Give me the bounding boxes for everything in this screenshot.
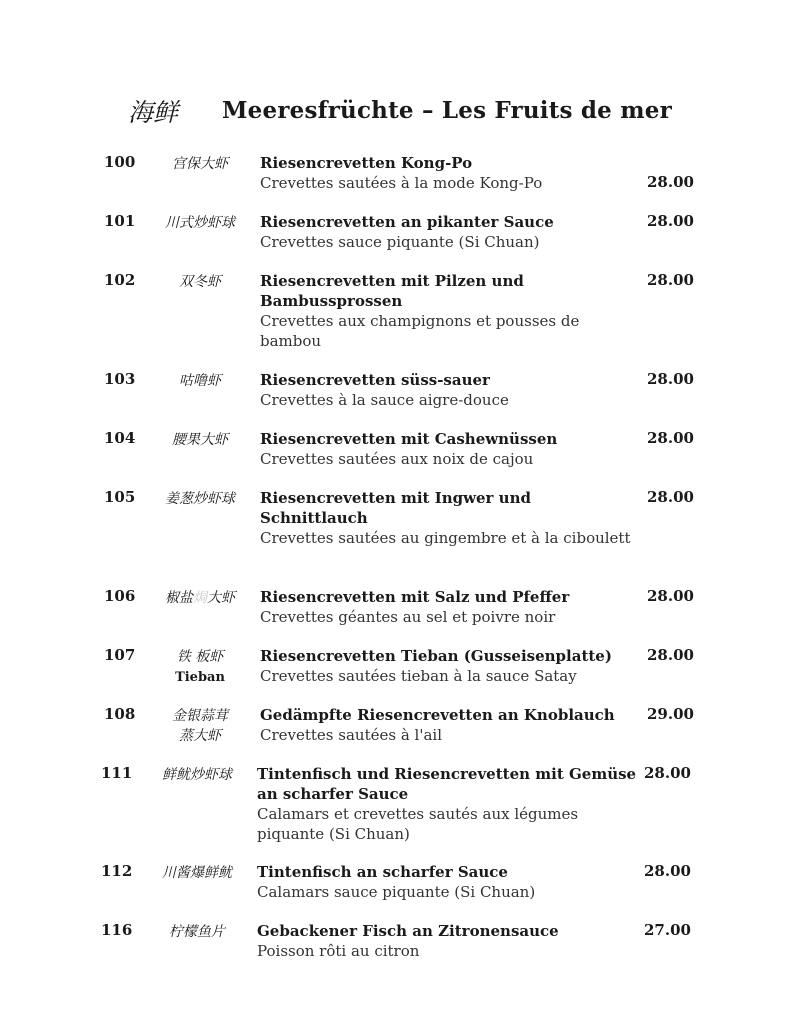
item-german: Riesencrevetten süss-sauer [260,371,490,389]
page-title: Meeresfrüchte – Les Fruits de mer [222,97,672,124]
item-french: Crevettes à la sauce aigre-douce [260,391,509,409]
item-number: 100 [104,153,136,171]
item-chinese-part: 大虾 [207,590,235,606]
item-chinese-part: 椒盐 [165,590,193,606]
item-price: 28.00 [647,488,694,506]
item-german: Gebackener Fisch an Zitronensauce [257,922,559,940]
item-chinese-name: 双冬虾 [179,274,221,290]
item-description [260,271,640,351]
item-price: 28.00 [647,173,694,191]
item-description [257,764,637,844]
item-number: 107 [104,646,136,664]
item-chinese-name: 柠檬鱼片 [169,924,225,940]
item-number: 112 [101,862,133,880]
item-german: Gedämpfte Riesencrevetten an Knoblauch [260,706,615,724]
item-french: Crevettes géantes au sel et poivre noir [260,608,556,626]
item-french: Calamars sauce piquante (Si Chuan) [257,883,536,901]
item-german: Tintenfisch an scharfer Sauce [257,863,508,881]
item-chinese-name: 腰果大虾 [172,432,228,448]
item-chinese-name: 姜葱炒虾球 [165,491,235,507]
item-french: Crevettes sautées à la mode Kong-Po [260,174,543,192]
item-french: Crevettes sautées tieban à la sauce Satay [260,667,577,685]
item-chinese-name: 宫保大虾 [172,156,228,172]
item-chinese-line: 蒸大虾 [179,728,221,744]
item-number: 105 [104,488,136,506]
item-description [257,921,637,961]
item-german: Riesencrevetten an pikanter Sauce [260,213,554,231]
item-description [257,862,637,902]
item-german: Riesencrevetten Kong-Po [260,154,473,172]
item-german: Riesencrevetten Tieban (Gusseisenplatte) [260,647,612,665]
item-price: 28.00 [644,764,691,782]
item-description [260,646,640,686]
item-chinese-name: 川式炒虾球 [165,215,235,231]
item-french: Crevettes sautées à l'ail [260,726,442,744]
item-number: 104 [104,429,136,447]
item-number: 106 [104,587,136,605]
item-german: Tintenfisch und Riesencrevetten mit Gemüse an scharfer Sauce [257,765,637,803]
item-french: Poisson rôti au citron [257,942,420,960]
item-description [260,429,640,469]
item-french: Crevettes sautées au gingembre et à la ciboulett [260,529,631,547]
item-description [260,212,640,252]
item-chinese-name [160,647,240,688]
item-chinese-name: 咕噜虾 [179,373,221,389]
item-chinese-subtitle: Tieban [175,670,225,685]
item-number: 116 [101,921,133,939]
item-chinese-name: 鲜鱿炒虾球 [162,767,232,783]
item-price: 28.00 [647,370,694,388]
item-german: Riesencrevetten mit Ingwer und Schnittlauch [260,489,531,527]
item-price: 28.00 [647,271,694,289]
header-chinese: 海鲜 [128,98,179,127]
item-german: Riesencrevetten mit Cashewnüssen [260,430,558,448]
item-price: 28.00 [644,862,691,880]
item-number: 101 [104,212,136,230]
item-price: 28.00 [647,646,694,664]
item-chinese-name [160,706,240,746]
item-price: 27.00 [644,921,691,939]
item-french: Calamars et crevettes sautés aux légumes piquante (Si Chuan) [257,805,579,843]
item-number: 108 [104,705,136,723]
item-price: 28.00 [647,212,694,230]
item-description [260,153,640,193]
item-number: 111 [101,764,133,782]
item-french: Crevettes aux champignons et pousses de bambou [260,312,580,350]
item-chinese-line: 金银蒜茸 [172,708,228,724]
page-header [0,93,791,133]
item-chinese-name: 川酱爆鲜鱿 [162,865,232,881]
item-description [260,587,640,627]
item-german: Riesencrevetten mit Salz und Pfeffer [260,588,570,606]
item-number: 103 [104,370,136,388]
item-price: 28.00 [647,587,694,605]
item-chinese-line: 铁 板虾 [176,649,224,665]
item-description [260,488,640,548]
item-number: 102 [104,271,136,289]
item-french: Crevettes sauce piquante (Si Chuan) [260,233,540,251]
item-description [260,705,640,745]
item-german: Riesencrevetten mit Pilzen und Bambussprossen [260,272,524,310]
item-french: Crevettes sautées aux noix de cajou [260,450,534,468]
item-chinese-faded-part: 焗 [193,590,207,606]
item-price: 28.00 [647,429,694,447]
item-description [260,370,640,410]
item-chinese-name [160,588,240,608]
item-price: 29.00 [647,705,694,723]
